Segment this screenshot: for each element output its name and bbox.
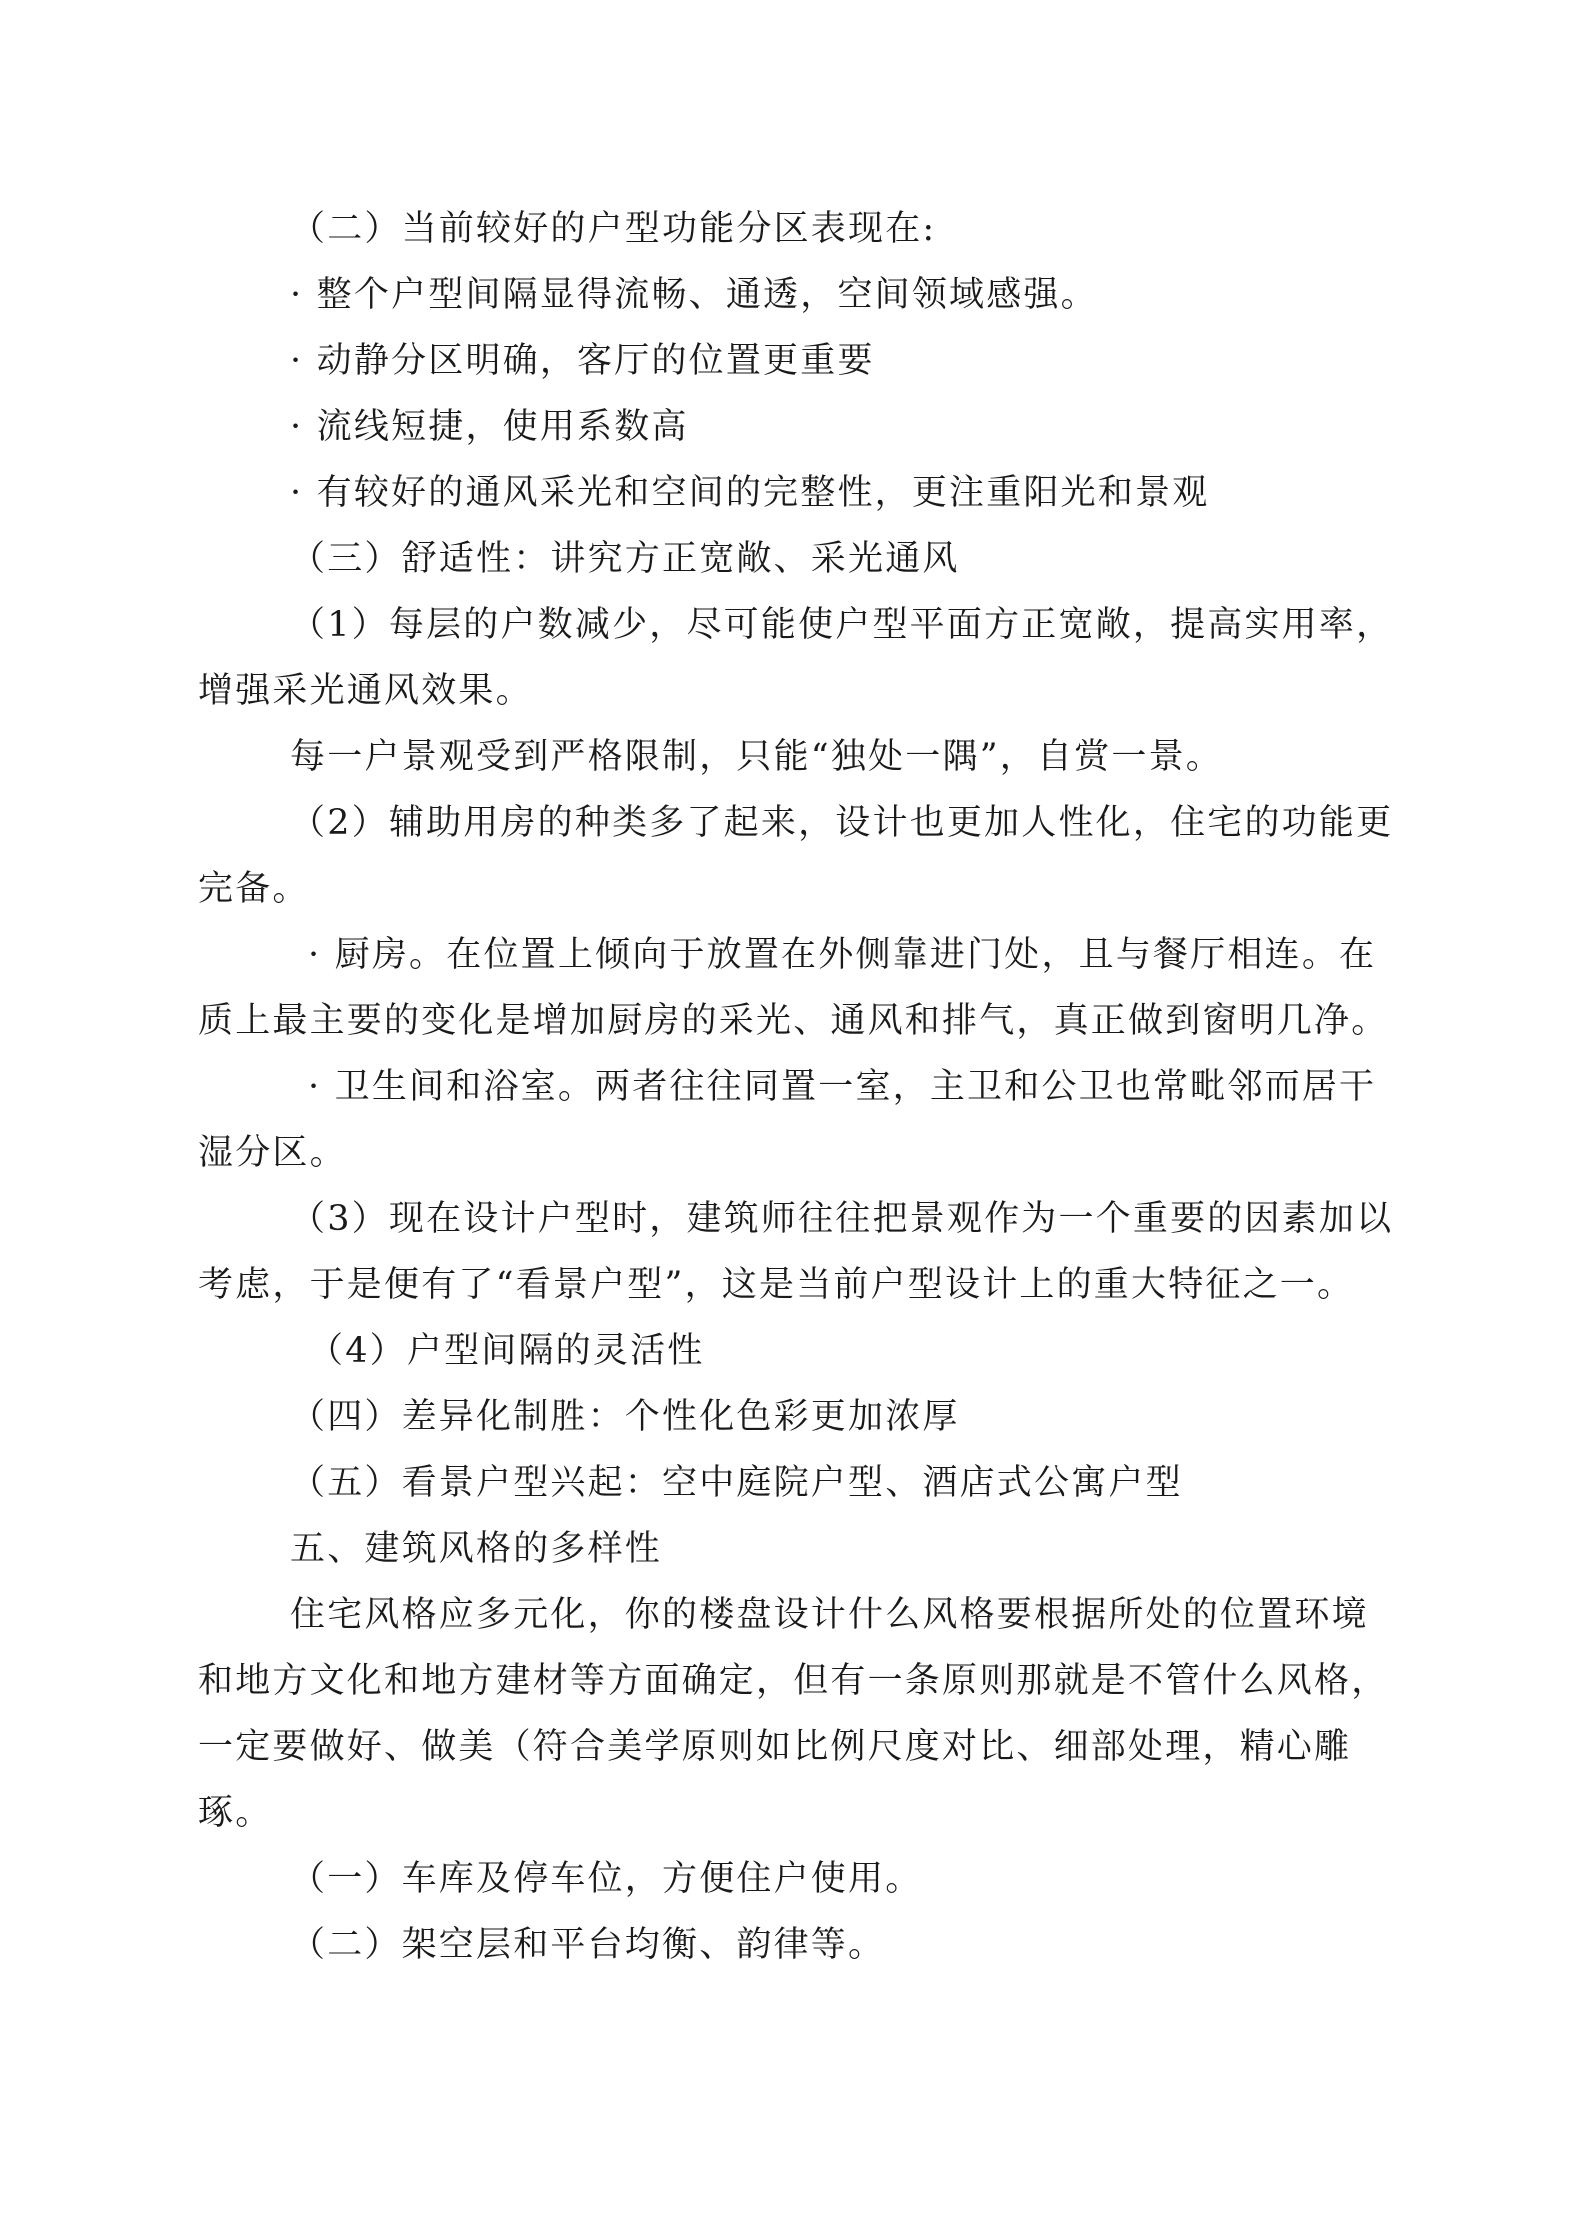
bullet-item: · 动静分区明确，客厅的位置更重要 xyxy=(290,341,875,381)
bullet-item: · 有较好的通风采光和空间的完整性，更注重阳光和景观 xyxy=(290,473,1210,513)
bullet-item: · 厨房。在位置上倾向于放置在外侧靠进门处，且与餐厅相连。在质上最主要的变化是增加厨房的采光、通风和排气，真正做到窗明几净。 xyxy=(198,935,1389,1041)
section-heading: （二）架空层和平台均衡、韵律等。 xyxy=(290,1925,886,1965)
paragraph: 每一户景观受到严格限制，只能“独处一隅”，自赏一景。 xyxy=(290,737,1223,777)
paragraph: 住宅风格应多元化，你的楼盘设计什么风格要根据所处的位置环境和地方文化和地方建材等方面确定，但有一条原则那就是不管什么风格，一定要做好、做美（符合美学原则如比例尺度对比、细部处理，精心雕琢。 xyxy=(198,1595,1389,1833)
bullet-item: · 卫生间和浴室。两者往往同置一室，主卫和公卫也常毗邻而居干湿分区。 xyxy=(198,1067,1377,1173)
section-heading: （四）差异化制胜：个性化色彩更加浓厚 xyxy=(290,1397,960,1437)
paragraph: （3）现在设计户型时，建筑师往往把景观作为一个重要的因素加以考虑，于是便有了“看景户型”，这是当前户型设计上的重大特征之一。 xyxy=(198,1199,1394,1305)
document-body xyxy=(198,196,1396,1978)
bullet-item: · 整个户型间隔显得流畅、通透，空间领域感强。 xyxy=(290,275,1098,315)
section-heading: （三）舒适性：讲究方正宽敞、采光通风 xyxy=(290,539,960,579)
paragraph: （4）户型间隔的灵活性 xyxy=(308,1331,705,1371)
bullet-item: · 流线短捷，使用系数高 xyxy=(290,407,689,447)
section-heading: （五）看景户型兴起：空中庭院户型、酒店式公寓户型 xyxy=(290,1463,1183,1503)
paragraph: （1）每层的户数减少，尽可能使户型平面方正宽敞，提高实用率，增强采光通风效果。 xyxy=(198,605,1394,711)
section-heading: （一）车库及停车位，方便住户使用。 xyxy=(290,1859,923,1899)
paragraph: （2）辅助用房的种类多了起来，设计也更加人性化，住宅的功能更完备。 xyxy=(198,803,1394,909)
paragraph: （二）当前较好的户型功能分区表现在: xyxy=(290,209,937,249)
chapter-heading: 五、建筑风格的多样性 xyxy=(290,1529,663,1569)
